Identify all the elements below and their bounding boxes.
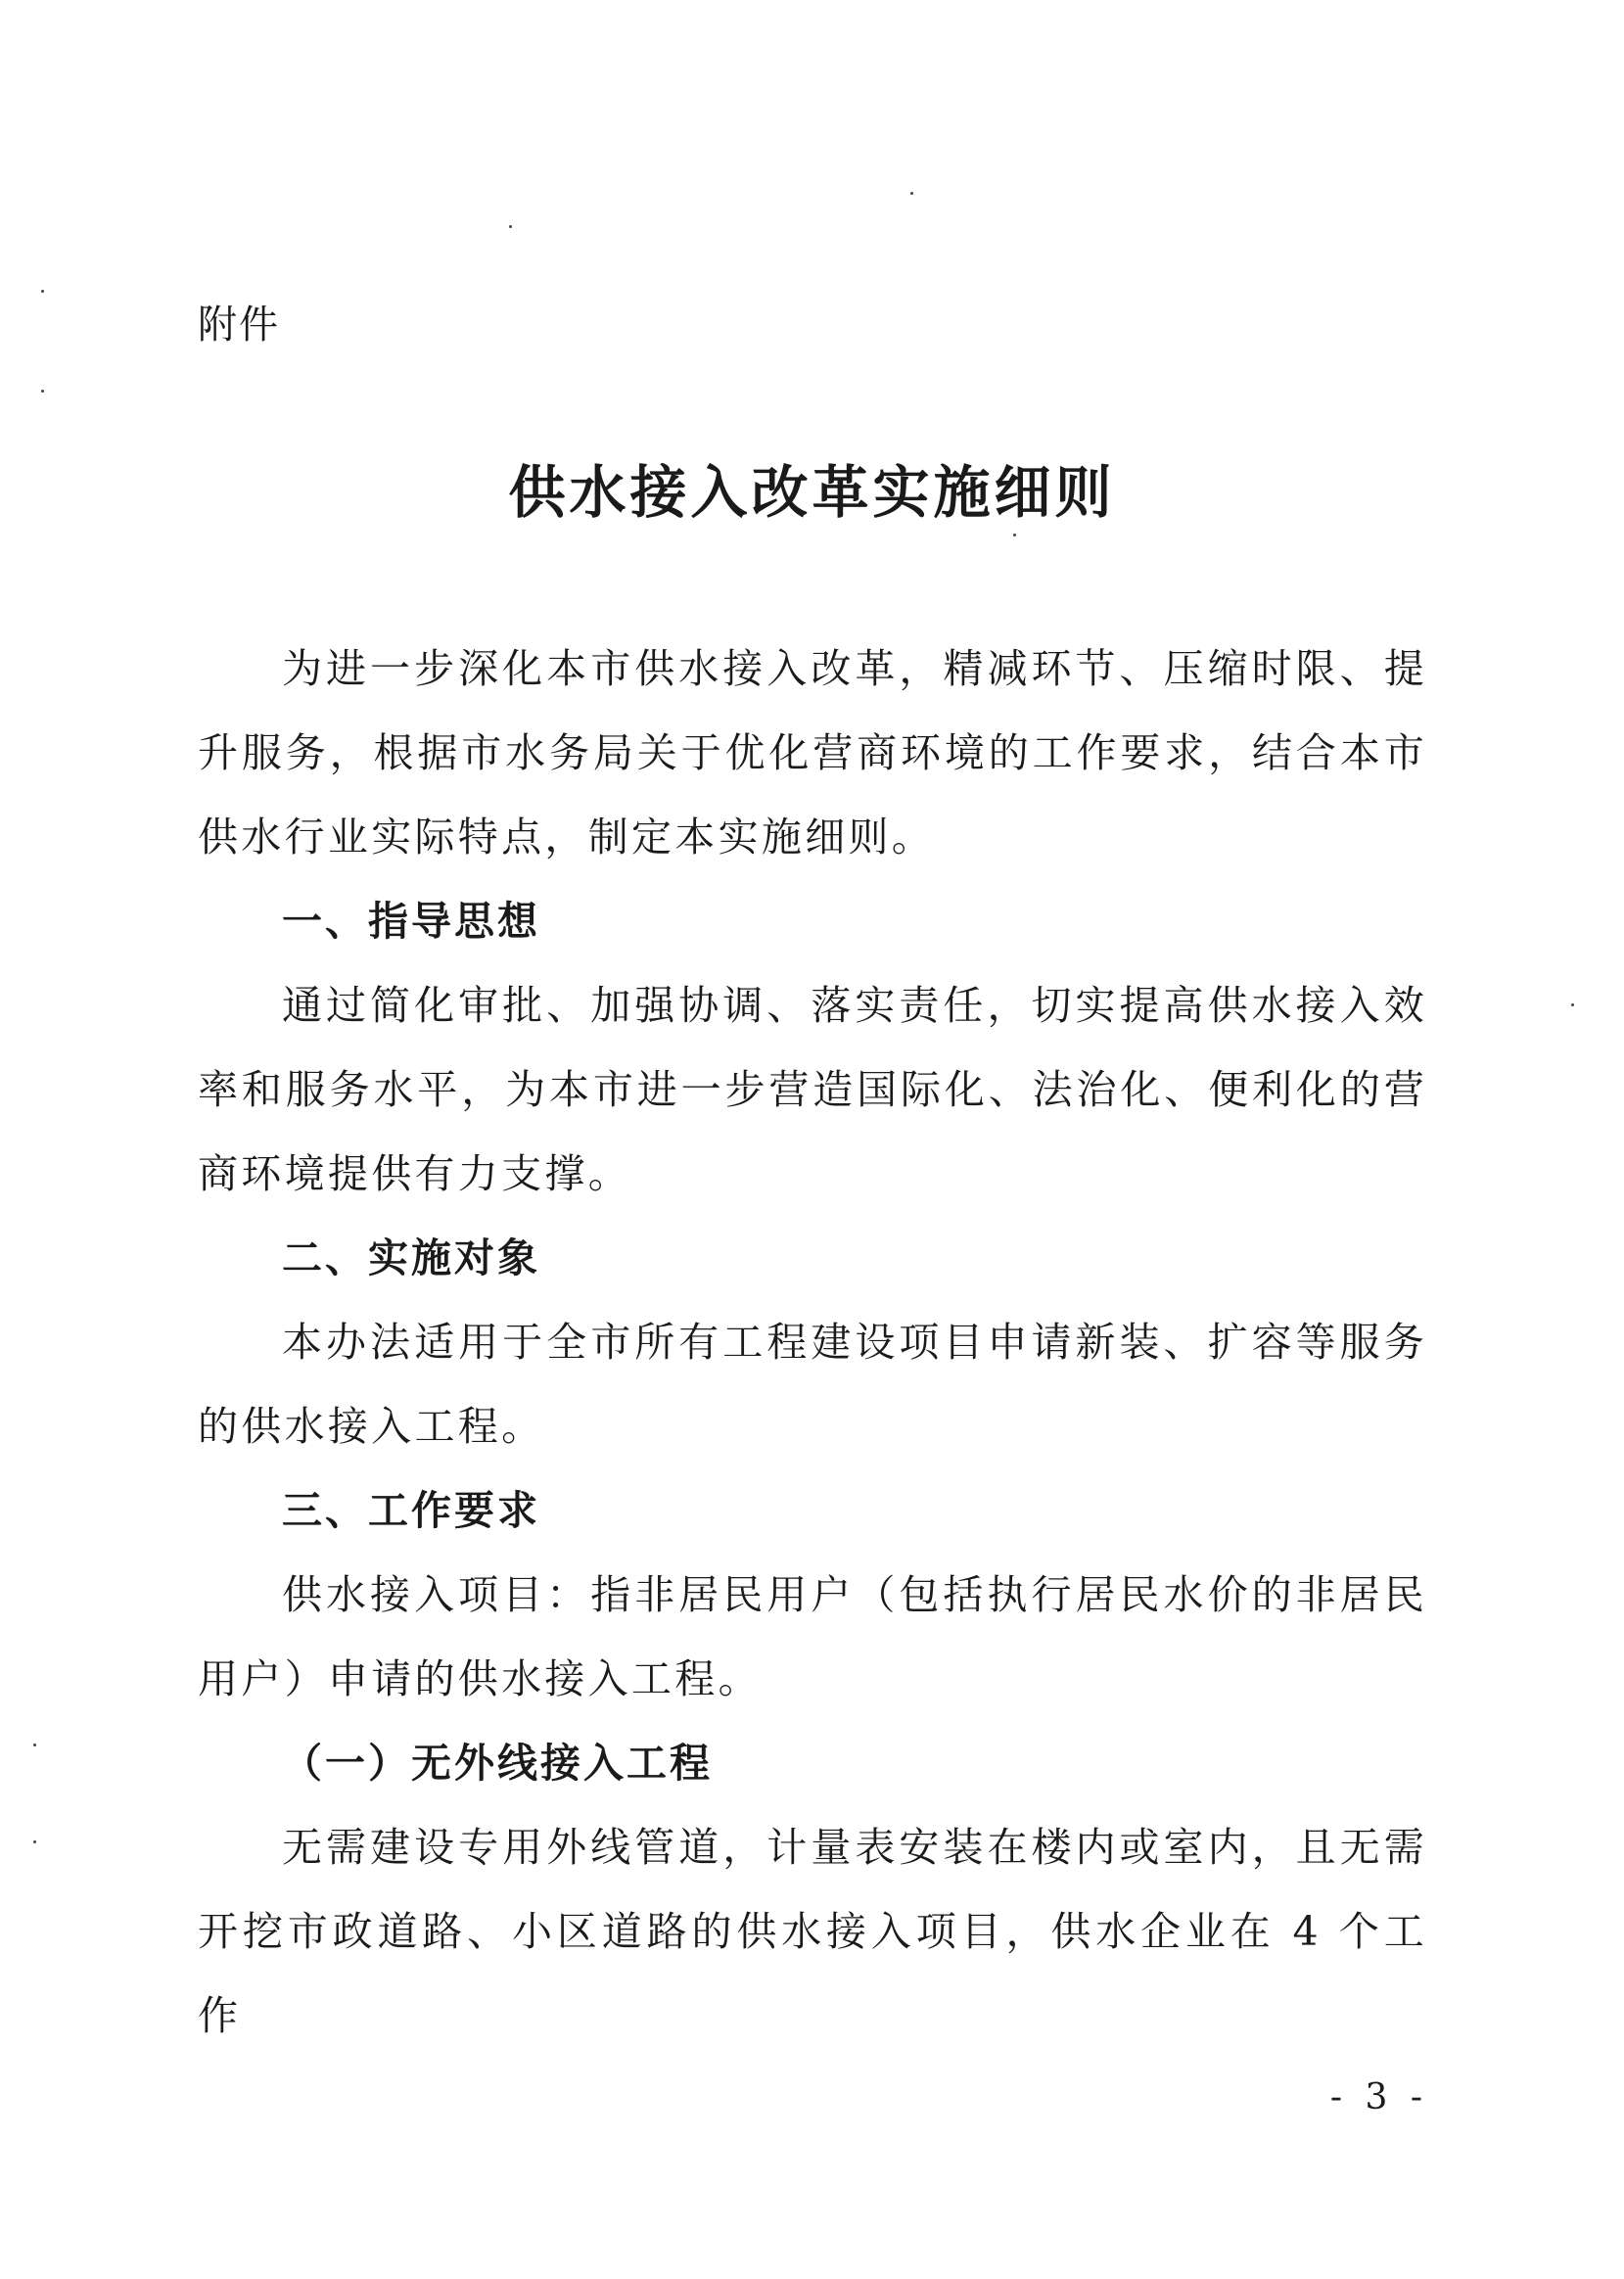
scan-speck — [33, 1840, 36, 1843]
scan-speck — [509, 225, 512, 228]
scan-speck — [41, 390, 44, 393]
document-title: 供水接入改革实施细则 — [508, 459, 1116, 526]
scan-speck — [33, 1744, 36, 1746]
attachment-label: 附件 — [198, 302, 280, 348]
scan-speck — [41, 290, 44, 293]
paragraph-intro: 为进一步深化本市供水接入改革，精减环节、压缩时限、提升服务，根据市水务局关于优化营商环境的工作要求，结合本市供水行业实际特点，制定本实施细则。 — [198, 645, 1427, 860]
scan-speck — [910, 192, 913, 195]
section-heading-scope: 二、实施对象 — [282, 1234, 540, 1281]
document-body — [198, 627, 1427, 2058]
section-heading-guiding-principle: 一、指导思想 — [282, 898, 540, 945]
scan-speck — [1571, 1003, 1574, 1006]
section-heading-requirements: 三、工作要求 — [282, 1487, 540, 1534]
scan-speck — [1013, 534, 1016, 536]
paragraph-requirements: 供水接入项目：指非居民用户（包括执行居民水价的非居民用户）申请的供水接入工程。 — [198, 1571, 1427, 1702]
paragraph-no-external-line: 无需建设专用外线管道，计量表安装在楼内或室内，且无需开挖市政道路、小区道路的供水接入项目，供水企业在 4 个工作 — [198, 1824, 1427, 2039]
paragraph-guiding-principle: 通过简化审批、加强协调、落实责任，切实提高供水接入效率和服务水平，为本市进一步营造国际化、法治化、便利化的营商环境提供有力支撑。 — [198, 982, 1427, 1197]
subsection-heading-no-external-line: （一）无外线接入工程 — [282, 1740, 713, 1787]
paragraph-scope: 本办法适用于全市所有工程建设项目申请新装、扩容等服务的供水接入工程。 — [198, 1319, 1427, 1450]
page-number: - 3 - — [1329, 2077, 1428, 2117]
